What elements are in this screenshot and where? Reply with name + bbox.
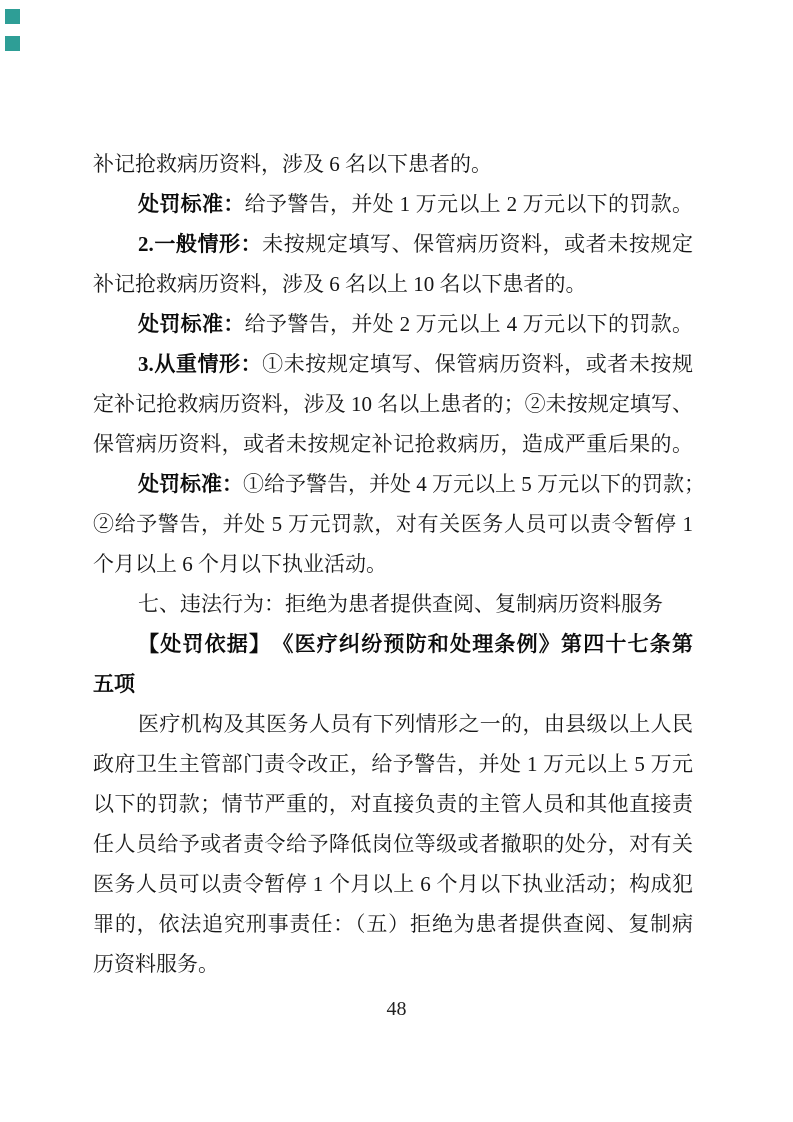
text-segment: 政府卫生主管部门责令改正，给予警告，并处 1 万元以上 5 万元: [93, 752, 693, 776]
bold-text-segment: 五项: [93, 672, 135, 696]
text-segment: 保管病历资料，或者未按规定补记抢救病历，造成严重后果的。: [93, 432, 693, 456]
text-line: [93, 304, 693, 344]
text-segment: ①给予警告，并处 4 万元以上 5 万元以下的罚款；: [243, 472, 705, 496]
text-segment: 任人员给予或者责令给予降低岗位等级或者撤职的处分，对有关: [93, 832, 693, 856]
text-segment: 给予警告，并处 1 万元以上 2 万元以下的罚款。: [244, 192, 694, 216]
text-line: [93, 384, 693, 424]
text-line: [93, 264, 693, 304]
text-line: [93, 344, 693, 384]
text-line: [93, 784, 693, 824]
text-line: [93, 464, 705, 504]
text-line: [93, 224, 693, 264]
text-segment: 补记抢救病历资料，涉及 6 名以上 10 名以下患者的。: [93, 272, 587, 296]
text-line: [93, 424, 693, 464]
bold-text-segment: 【处罚依据】 《医疗纠纷预防和处理条例》第四十七条第: [138, 632, 693, 656]
page-number: 48: [386, 998, 407, 1020]
text-line: [93, 864, 693, 904]
text-line: [93, 624, 693, 664]
text-segment: 七、违法行为：拒绝为患者提供查阅、复制病历资料服务: [138, 592, 663, 616]
bold-text-segment: 3.从重情形：: [138, 352, 263, 376]
text-line: [93, 944, 693, 984]
text-segment: 定补记抢救病历资料，涉及 10 名以上患者的；②未按规定填写、: [93, 392, 693, 416]
text-segment: 医疗机构及其医务人员有下列情形之一的，由县级以上人民: [138, 712, 693, 736]
text-segment: 医务人员可以责令暂停 1 个月以上 6 个月以下执业活动；构成犯: [93, 872, 693, 896]
text-segment: ①未按规定填写、保管病历资料，或者未按规: [262, 352, 694, 376]
text-line: [93, 504, 693, 544]
text-segment: 罪的，依法追究刑事责任：（五）拒绝为患者提供查阅、复制病: [93, 912, 693, 936]
bold-text-segment: 处罚标准：: [138, 192, 245, 216]
text-line: [93, 904, 693, 944]
text-line: [93, 544, 693, 584]
text-segment: 给予警告，并处 2 万元以上 4 万元以下的罚款。: [244, 312, 694, 336]
text-line: [93, 584, 693, 624]
bold-text-segment: 处罚标准：: [138, 472, 243, 496]
text-line: [93, 184, 693, 224]
text-line: [93, 704, 693, 744]
text-segment: 以下的罚款；情节严重的，对直接负责的主管人员和其他直接责: [93, 792, 693, 816]
text-segment: 未按规定填写、保管病历资料，或者未按规定: [262, 232, 694, 256]
text-line: [93, 144, 693, 184]
bold-text-segment: 处罚标准：: [138, 312, 245, 336]
text-line: [93, 824, 693, 864]
bold-text-segment: 2.一般情形：: [138, 232, 263, 256]
text-segment: 补记抢救病历资料，涉及 6 名以下患者的。: [93, 152, 492, 176]
text-segment: ②给予警告，并处 5 万元罚款，对有关医务人员可以责令暂停 1: [93, 512, 693, 536]
text-segment: 个月以上 6 个月以下执业活动。: [93, 552, 387, 576]
text-segment: 历资料服务。: [93, 952, 219, 976]
text-line: [93, 664, 693, 704]
text-line: [93, 744, 693, 784]
